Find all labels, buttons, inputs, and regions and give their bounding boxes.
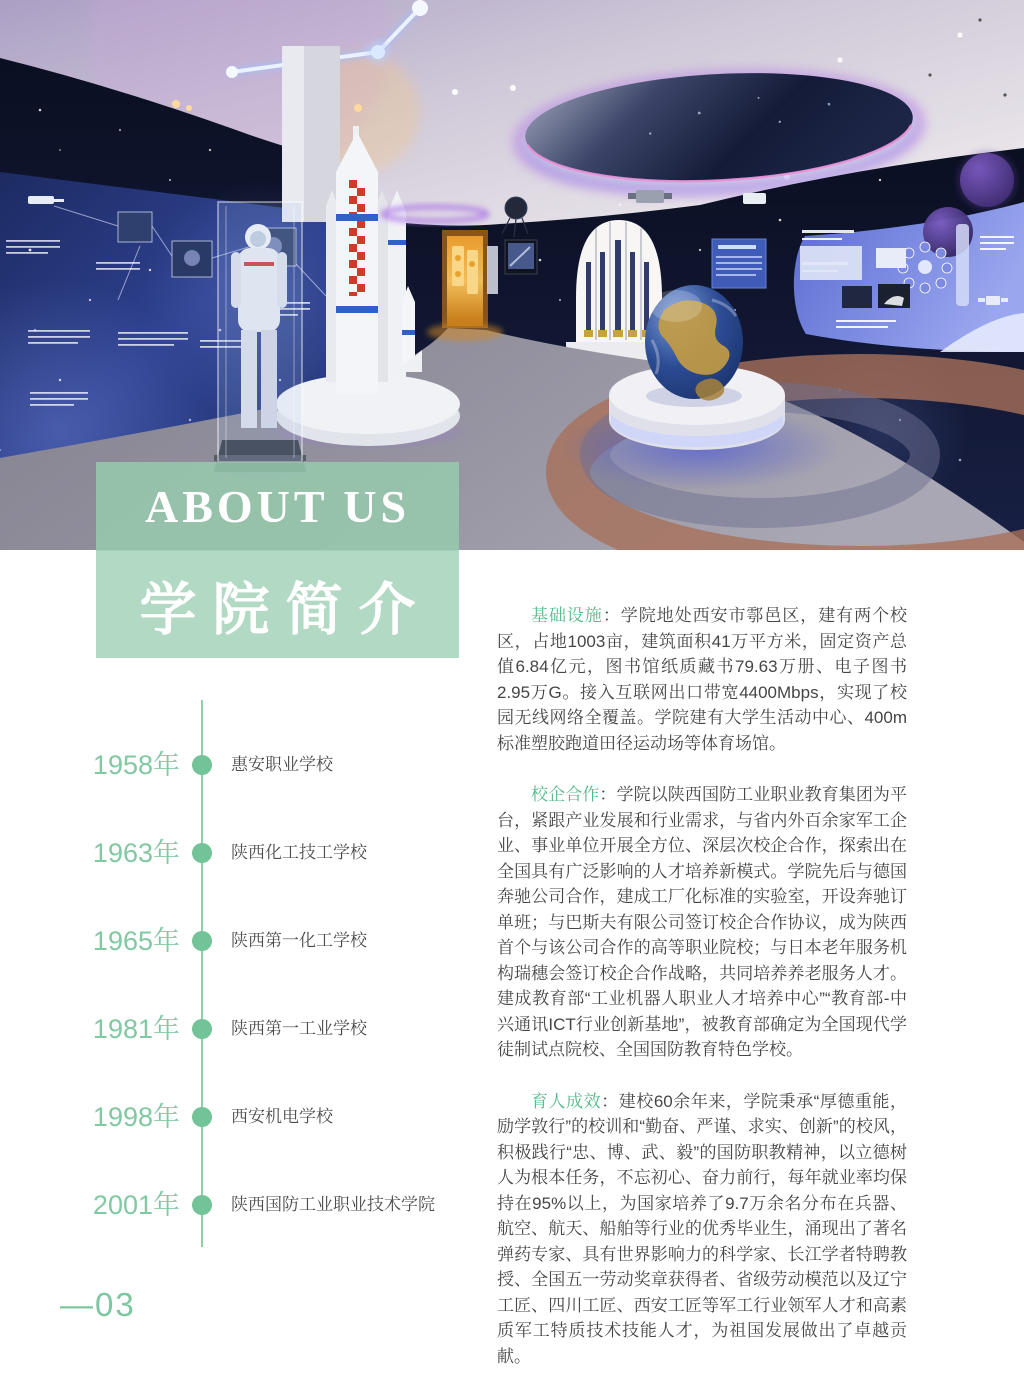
doorway [442,230,488,328]
door-light-spill [427,323,503,341]
timeline-item [0,750,470,780]
exit-sign [743,193,766,204]
section-body: 学院地处西安市鄠邑区，建有两个校区，占地1003亩，建筑面积41万平方米，固定资产总值6.84亿元，图书馆纸质藏书79.63万册、电子图书2.95万G。接入互联网出口带宽4400Mbps，实现了校园无线网络全覆盖。学院建有大学生活动中心、400m标准塑胶跑道田径运动场等体育场馆。 [497,606,908,753]
timeline-school: 西安机电学校 [231,1107,333,1126]
page-title-en: ABOUT US [144,481,411,532]
title-band-zh [96,551,459,658]
page-title-zh: 学院简介 [139,577,432,642]
timeline-dot-icon [192,1107,212,1127]
section-heading: 基础设施 [531,606,603,625]
timeline-school: 陕西化工技工学校 [231,843,367,862]
timeline-dot-icon [192,843,212,863]
section-paragraph [497,1089,907,1370]
timeline-item [0,838,470,868]
timeline-year: 1981年 [92,1014,180,1044]
timeline-school: 陕西国防工业职业技术学院 [231,1195,435,1214]
section-heading: 校企合作 [531,785,600,804]
page-number: —03 [60,1286,136,1323]
timeline-item [0,1014,470,1044]
timeline-item [0,1102,470,1132]
timeline-item [0,926,470,956]
timeline-school: 陕西第一工业学校 [231,1019,367,1038]
timeline-line [201,700,203,1247]
section-heading: 育人成效 [531,1091,602,1111]
planet-decoration [957,150,1017,210]
timeline-year: 1998年 [92,1102,180,1132]
wall-tv-screen [505,240,537,274]
section-body: 学院以陕西国防工业职业教育集团为平台，紧跟产业发展和行业需求，与省内外百余家军工企业、事业单位开展全方位、深层次校企合作，探索出在全国具有广泛影响的人才培养新模式。学院先后与德国奔驰公司合作，建成工厂化标准的实验室，开设奔驰订单班；与巴斯夫有限公司签订校企合作协议，成为陕西首个与该公司合作的高等职业院校；与日本老年服务机构瑞穗会签订校企合作战略，共同培养养老服务人才。建成教育部“工业机器人职业人才培养中心”“教育部-中兴通讯ICT行业创新基地”，被教育部确定为全国现代学徒制试点院校、全国国防教育特色学校。 [497,785,908,1059]
section-colon: ： [599,785,617,804]
timeline-dot-icon [192,1195,212,1215]
timeline-item [0,1190,470,1220]
title-band-en [96,462,459,551]
section-paragraph [497,782,907,1063]
display-stand [487,246,498,294]
timeline-dot-icon [192,931,212,951]
intro-text [497,603,907,1389]
timeline-year: 2001年 [92,1190,180,1220]
timeline-dot-icon [192,755,212,775]
section-colon: ： [601,1091,619,1111]
section-paragraph [497,603,907,756]
timeline-year: 1958年 [92,750,180,780]
timeline-year: 1963年 [92,838,180,868]
wall-plaque [712,239,766,288]
timeline-school: 惠安职业学校 [231,755,333,774]
section-colon: ： [602,606,621,625]
astronaut-display-case [202,202,318,481]
timeline-dot-icon [192,1019,212,1039]
timeline-year: 1965年 [92,926,180,956]
timeline-school: 陕西第一化工学校 [231,931,367,950]
section-body: 建校60余年来，学院秉承“厚德重能，励学敦行”的校训和“勤奋、严谨、求实、创新”的校风，积极践行“忠、博、武、毅”的国防职教精神，以立德树人为根本任务，不忘初心、奋力前行，每年就业率均保持在95%以上，为国家培养了9.7万余名分布在兵器、航空、航天、船舶等行业的优秀毕业生，涌现出了著名弹药专家、具有世界影响力的科学家、长江学者特聘教授、全国五一劳动奖章获得者、省级劳动模范以及辽宁工匠、四川工匠、西安工匠等军工行业领军人才和高素质军工特质技术技能人才，为祖国发展做出了卓越贡献。 [497,1091,908,1366]
